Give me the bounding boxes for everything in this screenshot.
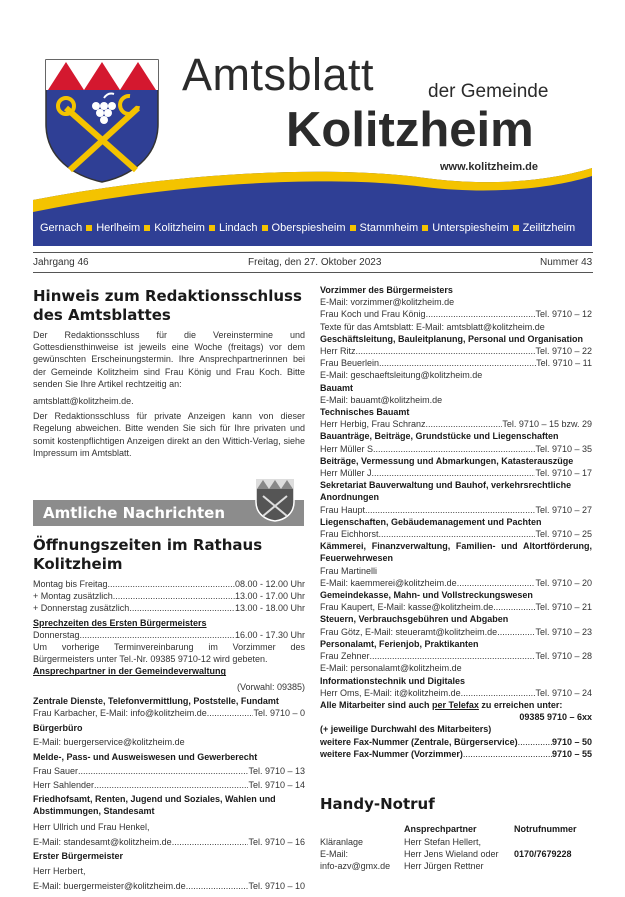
vorwahl: (Vorwahl: 09385) xyxy=(236,681,305,692)
contact-row: Frau Koch und Frau König ..... Tel. 9710 – 12 xyxy=(320,308,592,320)
column-header: Notrufnummer xyxy=(514,824,577,834)
oeffnungszeiten-section xyxy=(33,536,305,893)
contact-names: Frau Martinelli xyxy=(320,565,378,576)
contacts-section xyxy=(320,284,592,760)
table-cell: info-azv@gmx.de xyxy=(320,861,391,871)
village-name: Oberspiesheim xyxy=(271,222,346,234)
contact-row: Herr Müller S. ..... Tel. 9710 – 35 xyxy=(320,443,592,455)
email-text: E-Mail: geschaeftsleitung@kolitzheim.de xyxy=(320,370,483,381)
table-cell: E-Mail: xyxy=(320,849,349,859)
village-name: Zeilitzheim xyxy=(522,222,576,234)
column-header: Ansprechpartner xyxy=(404,824,477,834)
contact-row: E-Mail: kaemmerei@kolitzheim.de ..... Tel. 9710 – 20 xyxy=(320,577,592,589)
department-heading: Melde-, Pass- und Ausweiswesen und Gewerberecht xyxy=(33,751,258,762)
department-heading: Informationstechnik und Digitales xyxy=(320,675,466,686)
hinweis-section xyxy=(33,287,305,462)
section-title: Handy-Notruf xyxy=(320,795,435,813)
village-name: Lindach xyxy=(218,222,258,234)
durchwahl-note: (+ jeweilige Durchwahl des Mitarbeiters) xyxy=(320,724,492,735)
email-text: E-Mail: buergerservice@kolitzheim.de xyxy=(33,737,185,748)
contact-row: Frau Haupt ..... Tel. 9710 – 27 xyxy=(320,504,592,516)
masthead-subtitle: der Gemeinde xyxy=(428,81,549,102)
separator-icon xyxy=(86,225,92,231)
subheading: Sprechzeiten des Ersten Bürgermeisters xyxy=(33,617,207,628)
hours-row: + Donnerstag zusätzlich ..... 13.00 - 18.00 Uhr xyxy=(33,602,305,614)
department-heading: Friedhofsamt, Renten, Jugend und Soziales, Wahlen und Abstimmungen, Standesamt xyxy=(33,794,276,817)
contact-row: Frau Eichhorst ..... Tel. 9710 – 25 xyxy=(320,528,592,540)
contact-row: E-Mail: standesamt@kolitzheim.de ..... Tel. 9710 – 16 xyxy=(33,836,305,848)
contact-row: Herr Müller J. ..... Tel. 9710 – 17 xyxy=(320,467,592,479)
contact-row: Herr Oms, E-Mail: it@kolitzheim.de ..... Tel. 9710 – 24 xyxy=(320,687,592,699)
issue-date: Freitag, den 27. Oktober 2023 xyxy=(248,257,382,268)
department-heading: Technisches Bauamt xyxy=(320,407,410,418)
divider xyxy=(33,252,593,253)
issue-number: Nummer 43 xyxy=(540,257,593,268)
telefax-number: 09385 9710 – 6xx xyxy=(519,712,592,723)
banner-title: Amtliche Nachrichten xyxy=(43,504,226,522)
village-list xyxy=(40,215,580,241)
contact-row: Frau Götz, E-Mail: steueramt@kolitzheim.de ..... Tel. 9710 – 23 xyxy=(320,626,592,638)
paragraph: Der Redaktionsschluss für private Anzeigen kann von dieser Regelung abweichen. Bitte wenden Sie sich für Ihre privaten und somit kostenpflichtigen Anzeigen direkt an den Wittich-Verlag, siehe Impressum im Amtsblatt. xyxy=(33,411,305,458)
separator-icon xyxy=(350,225,356,231)
handy-notruf-table xyxy=(320,824,592,874)
separator-icon xyxy=(144,225,150,231)
contact-row: Frau Kaupert, E-Mail: kasse@kolitzheim.de ..... Tel. 9710 – 21 xyxy=(320,601,592,613)
masthead-title: Amtsblatt xyxy=(182,49,375,100)
phone-number: 0170/7679228 xyxy=(514,849,572,859)
village-name: Kolitzheim xyxy=(154,222,205,234)
department-heading: Liegenschaften, Gebäudemanagement und Pachten xyxy=(320,516,542,527)
email-text: E-Mail: personalamt@kolitzheim.de xyxy=(320,663,462,674)
fax-row: weitere Fax-Nummer (Vorzimmer) ..... 9710 – 55 xyxy=(320,748,592,760)
coat-of-arms-small-icon xyxy=(255,478,295,522)
section-title: Hinweis zum Redaktionsschluss des Amtsblattes xyxy=(33,287,302,324)
coat-of-arms-icon xyxy=(44,58,160,184)
contact-row: E-Mail: buergermeister@kolitzheim.de ..... Tel. 9710 – 10 xyxy=(33,880,305,892)
subheading: Ansprechpartner in der Gemeindeverwaltung xyxy=(33,666,227,677)
email-text: E-Mail: bauamt@kolitzheim.de xyxy=(320,394,443,405)
note: Texte für das Amtsblatt: E-Mail: amtsblatt@kolitzheim.de xyxy=(320,321,545,332)
table-cell: Herr Stefan Hellert, xyxy=(404,837,482,847)
separator-icon xyxy=(513,225,519,231)
department-heading: Kämmerei, Finanzverwaltung, Familien- und Altortförderung, Feuerwehrwesen xyxy=(320,541,592,564)
website-link[interactable]: www.kolitzheim.de xyxy=(440,161,538,173)
municipality-name: Kolitzheim xyxy=(286,103,534,157)
department-heading: Geschäftsleitung, Bauleitplanung, Personal und Organisation xyxy=(320,333,584,344)
telefax-link: per Telefax xyxy=(432,699,479,710)
separator-icon xyxy=(262,225,268,231)
hours-row: + Montag zusätzlich ..... 13.00 - 17.00 Uhr xyxy=(33,590,305,602)
department-heading: Personalamt, Ferienjob, Praktikanten xyxy=(320,638,479,649)
village-name: Gernach xyxy=(40,222,83,234)
department-heading: Bürgerbüro xyxy=(33,723,83,734)
table-cell: Kläranlage xyxy=(320,837,364,847)
fax-row: weitere Fax-Nummer (Zentrale, Bürgerservice) ..... 9710 – 50 xyxy=(320,736,592,748)
contact-row: Frau Zehner ..... Tel. 9710 – 28 xyxy=(320,650,592,662)
contact-row: Herr Herbig, Frau Schranz ..... Tel. 9710 – 15 bzw. 29 xyxy=(320,418,592,430)
separator-icon xyxy=(209,225,215,231)
email-text: amtsblatt@kolitzheim.de. xyxy=(33,396,134,407)
amtliche-nachrichten-banner xyxy=(33,478,304,526)
section-title: Öffnungszeiten im Rathaus Kolitzheim xyxy=(33,536,263,573)
department-heading: Bauanträge, Beiträge, Grundstücke und Liegenschaften xyxy=(320,431,559,442)
telefax-note: Alle Mitarbeiter sind auch per Telefax zu erreichen unter: xyxy=(320,699,563,710)
department-heading: Steuern, Verbrauchsgebühren und Abgaben xyxy=(320,614,509,625)
note: Um vorherige Terminvereinbarung im Vorzimmer des Bürgermeisters unter Tel.-Nr. 09385 9710-12 wird gebeten. xyxy=(33,642,305,665)
village-name: Stammheim xyxy=(359,222,419,234)
village-name: Unterspiesheim xyxy=(432,222,509,234)
contact-names: Herr Herbert, xyxy=(33,866,86,877)
department-heading: Vorzimmer des Bürgermeisters xyxy=(320,285,453,295)
email-text: E-Mail: vorzimmer@kolitzheim.de xyxy=(320,297,455,308)
department-heading: Erster Bürgermeister xyxy=(33,851,124,862)
contact-row: Herr Ritz ..... Tel. 9710 – 22 xyxy=(320,345,592,357)
separator-icon xyxy=(422,225,428,231)
issue-year: Jahrgang 46 xyxy=(33,257,89,268)
department-heading: Gemeindekasse, Mahn- und Vollstreckungswesen xyxy=(320,590,533,601)
contact-names: Herr Ullrich und Frau Henkel, xyxy=(33,821,150,832)
contact-row: Frau Beuerlein ..... Tel. 9710 – 11 xyxy=(320,357,592,369)
hours-row: Donnerstag ..... 16.00 - 17.30 Uhr xyxy=(33,629,305,641)
department-heading: Sekretariat Bauverwaltung und Bauhof, verkehrsrechtliche Anordnungen xyxy=(320,480,572,503)
divider xyxy=(33,272,593,273)
department-heading: Beiträge, Vermessung und Abmarkungen, Katasterauszüge xyxy=(320,455,574,466)
table-cell: Herr Jens Wieland oder xyxy=(404,849,499,859)
contact-row: Frau Sauer ..... Tel. 9710 – 13 xyxy=(33,765,305,777)
department-heading: Bauamt xyxy=(320,382,354,393)
paragraph: Der Redaktionsschluss für die Vereinstermine und Gottesdiensthinweise ist jeweils eine Woche (freitags) vor dem gewünschten Erscheinungstermin. Ihre Ansprechpartnerinnen bei der Gemeinde Kolitzheim sind Frau König und Frau Koch. Bitte senden Sie Ihre Artikel rechtzeitig an: xyxy=(33,330,305,389)
contact-row: Frau Karbacher, E-Mail: info@kolitzheim.de ..... Tel. 9710 – 0 xyxy=(33,707,305,719)
hours-row: Montag bis Freitag ..... 08.00 - 12.00 Uhr xyxy=(33,578,305,590)
contact-row: Herr Sahlender ..... Tel. 9710 – 14 xyxy=(33,779,305,791)
village-name: Herlheim xyxy=(96,222,141,234)
department-heading: Zentrale Dienste, Telefonvermittlung, Poststelle, Fundamt xyxy=(33,695,279,706)
table-cell: Herr Jürgen Rettner xyxy=(404,861,484,871)
